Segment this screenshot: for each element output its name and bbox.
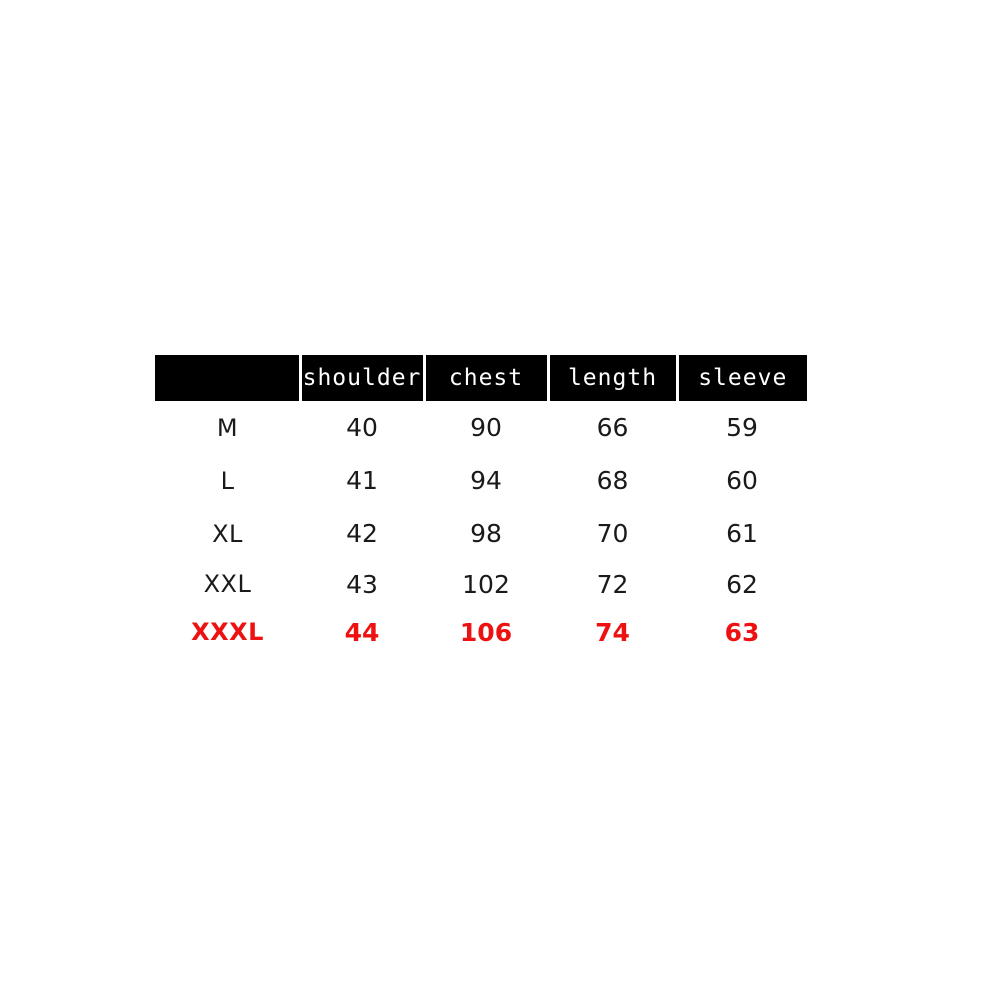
cell-chest: 94 [470,466,502,495]
table-row-highlighted [155,608,807,656]
cell-shoulder: 42 [346,519,378,548]
cell-size: XXXL [191,618,264,646]
cell-length: 68 [596,466,629,495]
cell-size: L [220,466,235,495]
column-header-length: length [548,355,677,401]
cell-size: M [216,413,239,442]
size-chart-table [155,355,807,656]
cell-sleeve: 62 [726,569,758,599]
cell-sleeve: 60 [726,466,758,495]
cell-sleeve: 61 [726,519,758,548]
cell-size: XL [212,519,243,548]
cell-shoulder: 43 [346,569,378,599]
cell-chest: 102 [462,569,510,599]
cell-length: 70 [596,519,629,548]
column-header-shoulder: shoulder [300,355,424,401]
cell-sleeve: 59 [726,413,758,442]
cell-length: 72 [596,569,629,599]
header-row [155,355,807,401]
cell-length: 66 [596,413,629,442]
cell-chest: 98 [470,519,502,548]
cell-shoulder: 41 [346,466,378,495]
cell-chest: 106 [459,617,513,647]
cell-size: XXL [203,570,252,598]
table-row [155,507,807,560]
column-header-sleeve: sleeve [677,355,807,401]
table-row [155,454,807,507]
column-header-size [155,355,300,401]
table-row [155,401,807,454]
size-chart [155,355,855,656]
cell-chest: 90 [470,413,502,442]
table-body [155,401,807,656]
cell-length: 74 [595,617,630,647]
cell-sleeve: 63 [724,617,760,647]
cell-shoulder: 44 [344,617,380,647]
column-header-chest: chest [424,355,548,401]
table-row [155,560,807,608]
table-header [155,355,807,401]
cell-shoulder: 40 [346,413,378,442]
